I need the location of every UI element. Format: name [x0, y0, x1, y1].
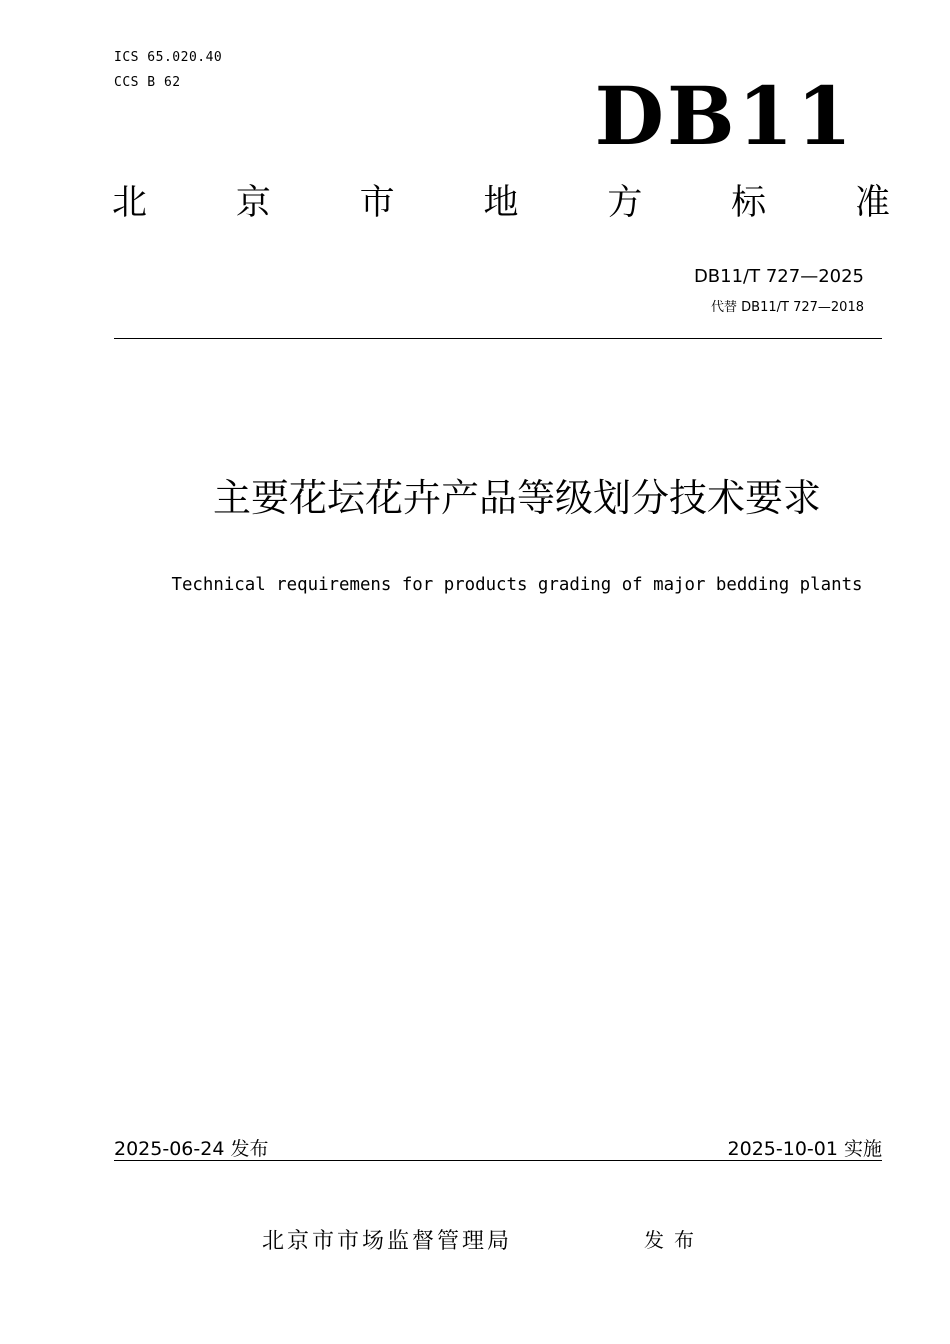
bottom-divider	[114, 1160, 882, 1161]
top-divider	[114, 338, 882, 339]
standard-type-char: 方	[607, 183, 643, 223]
ccs-code: CCS B 62	[114, 75, 181, 90]
standard-type-char: 北	[112, 183, 148, 223]
standard-type-char: 标	[731, 183, 767, 223]
publish-label: 发布	[644, 1228, 704, 1252]
standard-type-heading	[112, 183, 890, 223]
ics-code: ICS 65.020.40	[114, 50, 223, 65]
document-title-chinese: 主要花坛花卉产品等级划分技术要求	[212, 476, 821, 520]
standard-number: DB11/T 727—2025	[693, 266, 864, 287]
implementation-date: 2025-10-01 实施	[727, 1138, 882, 1160]
publishing-authority: 北京市市场监督管理局	[262, 1229, 513, 1254]
standard-type-char: 准	[854, 183, 890, 223]
standard-type-char: 京	[235, 183, 271, 223]
document-title-english: Technical requiremens for products grading of major bedding plants	[171, 575, 863, 595]
standard-type-char: 地	[483, 183, 519, 223]
standard-type-char: 市	[359, 183, 395, 223]
replaced-standard: 代替 DB11/T 727—2018	[711, 300, 864, 315]
publish-date: 2025-06-24 发布	[114, 1138, 269, 1160]
db11-logo: DB11	[594, 69, 855, 163]
